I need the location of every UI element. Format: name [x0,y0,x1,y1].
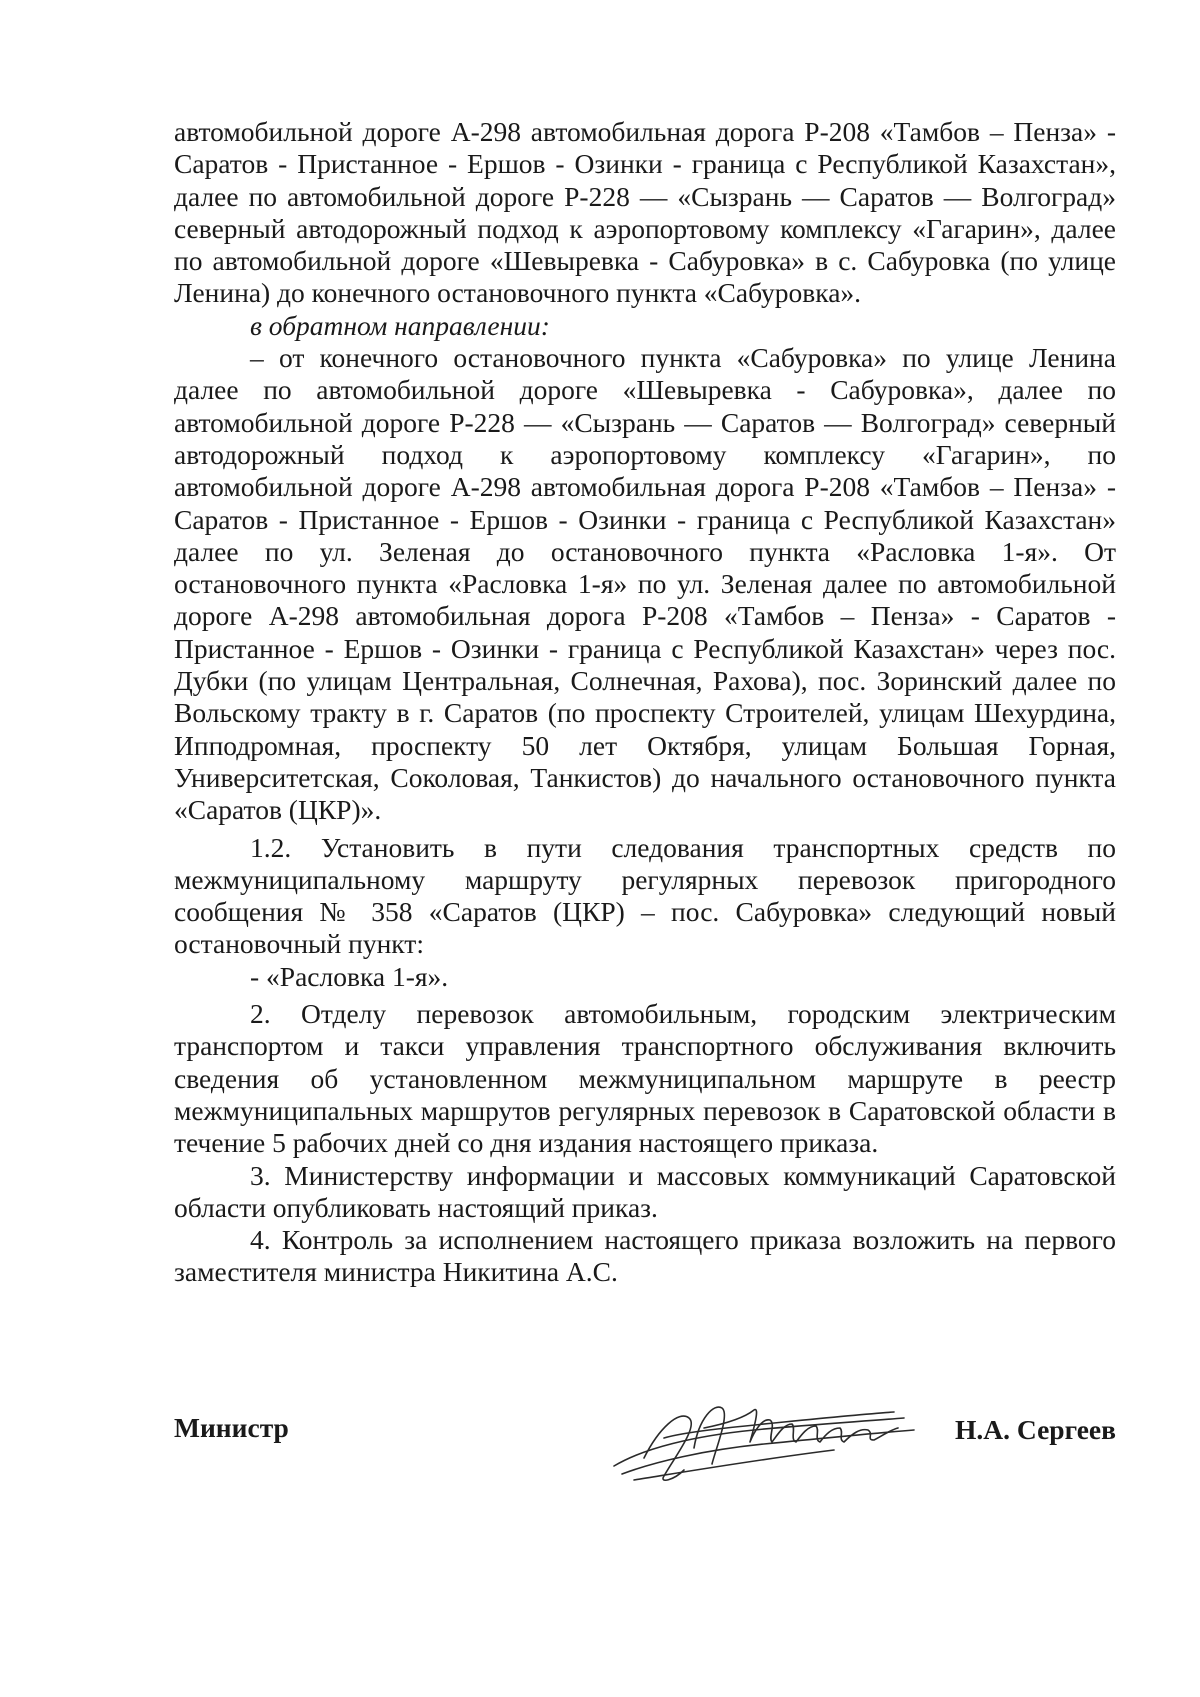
paragraph-reverse-heading: в обратном направлении: [250,309,550,341]
handwritten-signature [604,1388,934,1488]
signer-title: Министр [174,1412,289,1443]
paragraph-item-4: 4. Контроль за исполнением настоящего приказа возложить на первого заместителя министра Никитина А.С. [174,1224,1116,1288]
document-body [174,116,1116,1289]
paragraph-route-reverse: – от конечного остановочного пункта «Сабуровка» по улице Ленина далее по автомобильной дороге «Шевыревка - Сабуровка», далее по автомобильной дороге Р-228 — «Сызрань — Саратов — Волгоград» северный автодорожный подход к аэропортовому комплексу «Гагарин», по автомобильной дороге А-298 автомобильная дорога Р-208 «Тамбов – Пенза» - Саратов - Пристанное - Ершов - Озинки - граница с Республикой Казахстан» далее по ул. Зеленая до остановочного пункта «Расловка 1-я». От остановочного пункта «Расловка 1-я» по ул. Зеленая далее по автомобильной дороге А-298 автомобильная дорога Р-208 «Тамбов – Пенза» - Саратов - Пристанное - Ершов - Озинки - граница с Республикой Казахстан» через пос. Дубки (по улицам Центральная, Солнечная, Рахова), пос. Зоринский далее по Вольскому тракту в г. Саратов (по проспекту Строителей, улицам Шехурдина, Ипподромная, проспекту 50 лет Октября, улицам Большая Горная, Университетская, Соколовая, Танкистов) до начального остановочного пункта «Саратов (ЦКР)». [174,342,1116,826]
paragraph-item-3: 3. Министерству информации и массовых коммуникаций Саратовской области опубликовать настоящий приказ. [174,1159,1116,1223]
paragraph-route-forward-end: автомобильной дороге А-298 автомобильная дорога Р-208 «Тамбов – Пенза» - Саратов - Пристанное - Ершов - Озинки - граница с Республикой Казахстан», далее по автомобильной дороге Р-228 — «Сызрань — Саратов — Волгоград» северный автодорожный подход к аэропортовому комплексу «Гагарин», далее по автомобильной дороге «Шевыревка - Сабуровка» в с. Сабуровка (по улице Ленина) до конечного остановочного пункта «Сабуровка». [174,116,1116,309]
paragraph-new-stop: - «Расловка 1-я». [250,960,449,992]
paragraph-item-2: 2. Отделу перевозок автомобильным, городским электрическим транспортом и такси управления транспортного обслуживания включить сведения об установленном межмуниципальном маршруте в реестр межмуниципальных маршрутов регулярных перевозок в Саратовской области в течение 5 рабочих дней со дня издания настоящего приказа. [174,998,1116,1159]
paragraph-item-1-2: 1.2. Установить в пути следования транспортных средств по межмуниципальному маршруту регулярных перевозок пригородного сообщения № 358 «Саратов (ЦКР) – пос. Сабуровка» следующий новый остановочный пункт: [174,831,1116,960]
signature-block [174,1400,1116,1520]
signer-name: Н.А. Сергеев [955,1414,1116,1445]
